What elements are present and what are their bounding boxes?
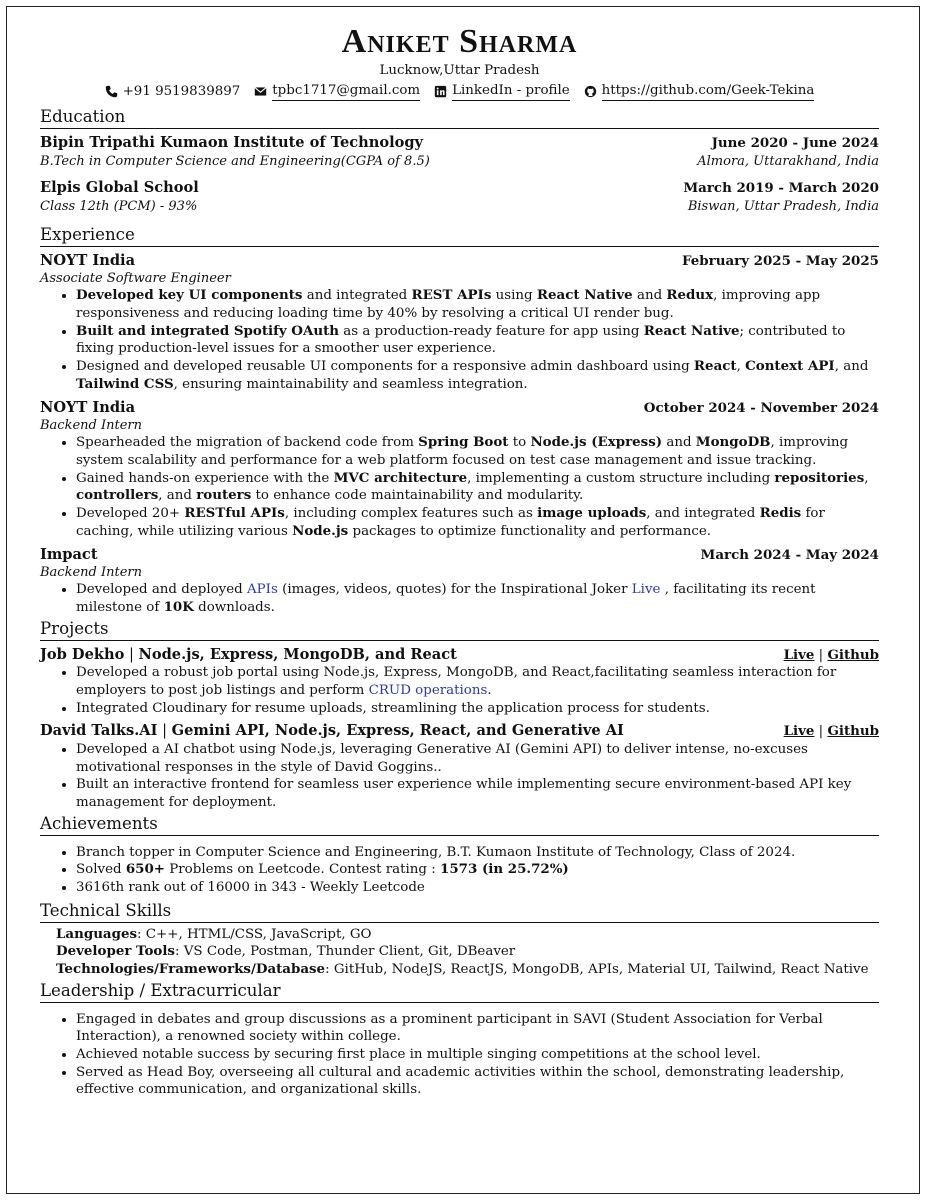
email-contact[interactable] (254, 82, 420, 101)
education-dates: June 2020 - June 2024 (711, 134, 879, 151)
project-live-link[interactable]: Live (783, 646, 815, 663)
skills-section (40, 901, 879, 979)
company-name: Impact (40, 545, 98, 563)
bullet-item: • Branch topper in Computer Science and Engineering, B.T. Kumaon Institute of Technology, Class of 2024. (76, 844, 879, 862)
section-title-experience: Experience (40, 225, 879, 247)
job-dates: March 2024 - May 2024 (700, 546, 879, 563)
resume-header (40, 24, 879, 101)
projects-section (40, 619, 879, 812)
education-section (40, 107, 879, 215)
section-title-education: Education (40, 107, 879, 129)
company-name: NOYT India (40, 398, 136, 416)
education-entry (40, 178, 879, 215)
bullet-item: • Built an interactive frontend for seamless user experience while implementing secure environment-based API key management for deployment. (76, 776, 879, 811)
section-title-achievements: Achievements (40, 814, 879, 836)
live-link[interactable]: Live (631, 582, 661, 598)
bullet-item: • Developed a AI chatbot using Node.js, leveraging Generative AI (Gemini API) to deliver intense, no-excuses motivational responses in the style of David Goggins.. (76, 741, 879, 776)
job-dates: February 2025 - May 2025 (682, 252, 879, 269)
project-name: David Talks.AI (40, 722, 158, 740)
bullet-item: • Served as Head Boy, overseeing all cultural and academic activities within the school, demonstrating leadership, effective communication, and organizational skills. (76, 1064, 879, 1099)
project-stack: Gemini API, Node.js, Express, React, and Generative AI (171, 722, 624, 740)
skills-technologies: Technologies/Frameworks/Database: GitHub, NodeJS, ReactJS, MongoDB, APIs, Material UI, Tailwind, React Native (56, 961, 869, 978)
section-title-skills: Technical Skills (40, 901, 879, 923)
skills-languages: Languages: C++, HTML/CSS, JavaScript, GO (56, 925, 372, 942)
project-github-link[interactable]: Github (827, 723, 879, 740)
degree: B.Tech in Computer Science and Engineering(CGPA of 8.5) (40, 153, 430, 169)
project-name: Job Dekho (40, 645, 125, 663)
linkedin-link[interactable]: LinkedIn - profile (452, 82, 570, 101)
linkedin-icon (434, 85, 447, 98)
bullet-item: • Integrated Cloudinary for resume uploads, streamlining the application process for students. (76, 700, 879, 718)
bullet-item: • Developed key UI components and integrated REST APIs using React Native and Redux, improving app responsiveness and reducing loading time by 40% by resolving a critical UI render bug. (76, 287, 879, 322)
contact-row (40, 82, 879, 101)
bullet-item: • Developed and deployed APIs (images, videos, quotes) for the Inspirational Joker Live , facilitating its recent milestone of 10K downloads. (76, 581, 879, 616)
envelope-icon (254, 85, 267, 98)
project-stack: Node.js, Express, MongoDB, and React (138, 645, 457, 663)
school-name: Bipin Tripathi Kumaon Institute of Technology (40, 133, 424, 151)
school-location: Biswan, Uttar Pradesh, India (687, 198, 879, 214)
github-link[interactable]: https://github.com/Geek-Tekina (602, 82, 815, 101)
job-dates: October 2024 - November 2024 (643, 399, 879, 416)
education-entry (40, 133, 879, 170)
linkedin-contact[interactable] (434, 82, 570, 101)
bullet-item: • Engaged in debates and group discussions as a prominent participant in SAVI (Student Association for Verbal Interaction), a renowned society within college. (76, 1011, 879, 1046)
location: Lucknow,Uttar Pradesh (379, 62, 540, 78)
experience-entry (40, 251, 879, 394)
degree: Class 12th (PCM) - 93% (40, 198, 198, 214)
bullet-item: • Achieved notable success by securing first place in multiple singing competitions at the school level. (76, 1046, 879, 1064)
bullet-item: • Developed a robust job portal using Node.js, Express, MongoDB, and React,facilitating seamless interaction for employers to post job listings and perform CRUD operations. (76, 664, 879, 699)
github-icon (584, 85, 597, 98)
school-name: Elpis Global School (40, 178, 199, 196)
bullet-item: • Designed and developed reusable UI components for a responsive admin dashboard using React, Context API, and Tailwind CSS, ensuring maintainability and seamless integration. (76, 358, 879, 393)
job-role: Associate Software Engineer (40, 271, 231, 287)
leadership-section (40, 981, 879, 1099)
bullet-item: • Gained hands-on experience with the MVC architecture, implementing a custom structure including repositories, controllers, and routers to enhance code maintainability and modularity. (76, 470, 879, 505)
bullet-item: • Spearheaded the migration of backend code from Spring Boot to Node.js (Express) and MongoDB, improving system scalability and performance for a web platform focused on test case management and issue tracking. (76, 434, 879, 469)
project-live-link[interactable]: Live (783, 723, 815, 740)
bullet-item: • Developed 20+ RESTful APIs, including complex features such as image uploads, and integrated Redis for caching, while utilizing various Node.js packages to optimize functionality and performance. (76, 505, 879, 540)
experience-entry (40, 398, 879, 541)
achievements-section (40, 814, 879, 897)
job-role: Backend Intern (40, 565, 142, 581)
candidate-name: Aniket Sharma (341, 23, 578, 60)
phone-contact[interactable] (105, 82, 241, 101)
education-dates: March 2019 - March 2020 (683, 179, 879, 196)
experience-entry (40, 545, 879, 617)
apis-link[interactable]: APIs (247, 582, 278, 598)
company-name: NOYT India (40, 251, 136, 269)
bullet-item: • Solved 650+ Problems on Leetcode. Contest rating : 1573 (in 25.72%) (76, 861, 879, 879)
project-entry: Job Dekho | Node.js, Express, MongoDB, and React Live | Github • Developed a robust job portal using Node.js, Express, MongoDB, and React,facilitating seamless interaction for employers to post job listings and perform CRUD operations. • Integrated Cloudinary for resume uploads, streamlining the application process for students. (40, 645, 879, 718)
bullet-item: • Built and integrated Spotify OAuth as a production-ready feature for app using React Native; contributed to fixing production-level issues for a smoother user experience. (76, 323, 879, 358)
phone-icon (105, 85, 118, 98)
project-entry: David Talks.AI | Gemini API, Node.js, Express, React, and Generative AI Live | Github • Developed a AI chatbot using Node.js, leveraging Generative AI (Gemini API) to deliver intense, no-excuses motivational responses in the style of David Goggins.. • Built an interactive frontend for seamless user experience while implementing secure environment-based API key management for deployment. (40, 721, 879, 811)
skills-tools: Developer Tools: VS Code, Postman, Thunder Client, Git, DBeaver (56, 943, 516, 960)
section-title-leadership: Leadership / Extracurricular (40, 981, 879, 1003)
phone-number: +91 9519839897 (122, 83, 241, 99)
crud-link[interactable]: CRUD operations (368, 683, 488, 698)
job-role: Backend Intern (40, 418, 142, 434)
bullet-item: • 3616th rank out of 16000 in 343 - Weekly Leetcode (76, 879, 879, 897)
school-location: Almora, Uttarakhand, India (697, 153, 879, 169)
resume (40, 24, 879, 1099)
experience-section (40, 225, 879, 617)
project-github-link[interactable]: Github (827, 646, 879, 663)
github-contact[interactable] (584, 82, 815, 101)
section-title-projects: Projects (40, 619, 879, 641)
email-link[interactable]: tpbc1717@gmail.com (272, 82, 420, 101)
